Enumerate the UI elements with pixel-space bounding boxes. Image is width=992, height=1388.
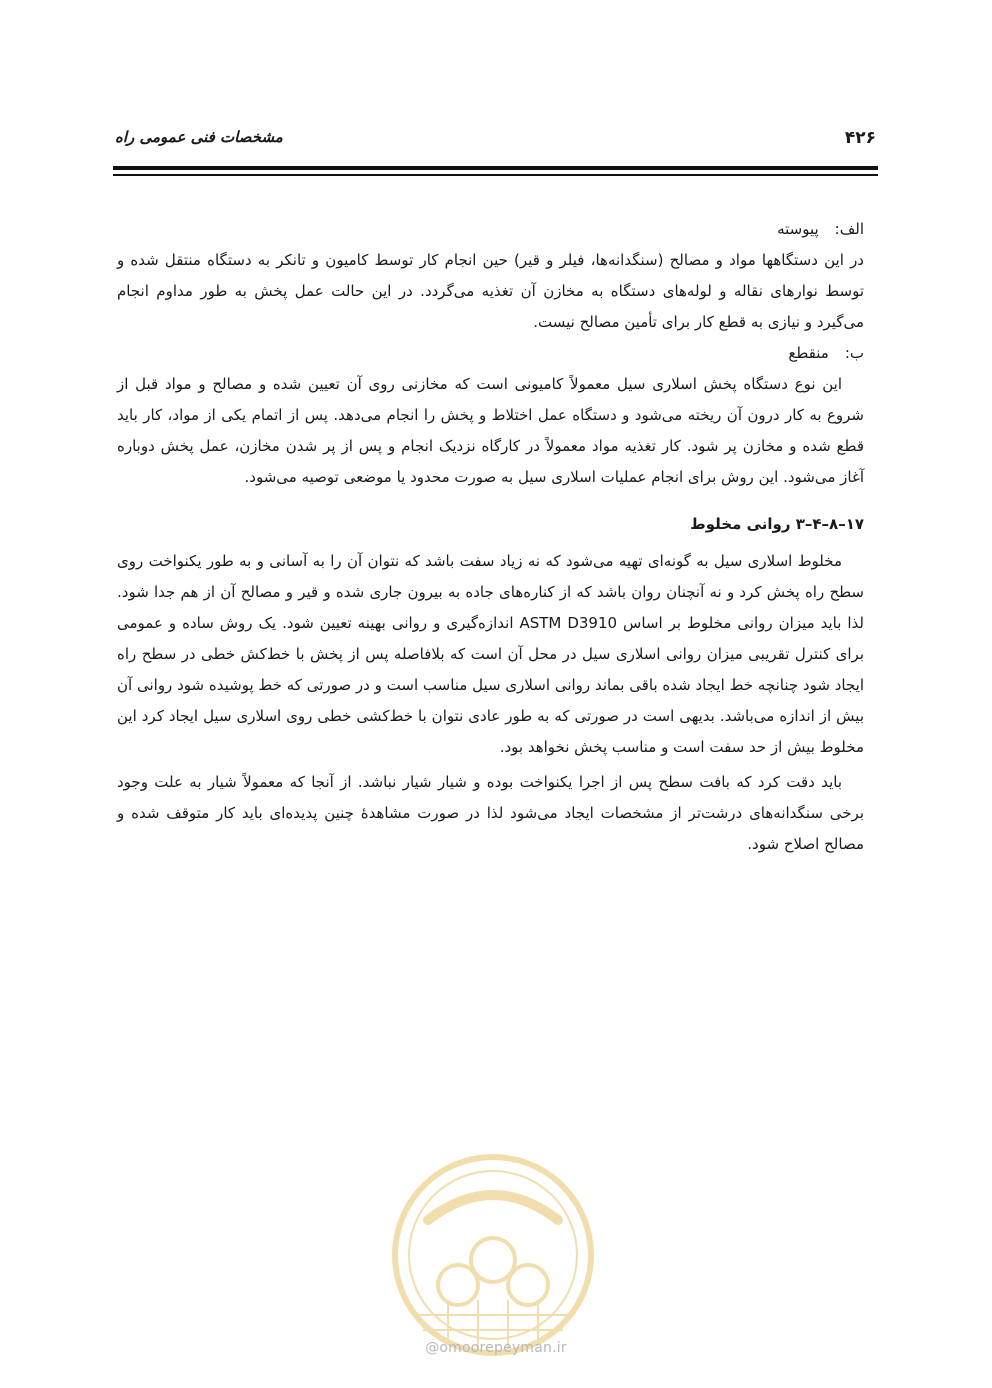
- section-a-body: در این دستگاهها مواد و مصالح (سنگدانه‌ها، فیلر و قیر) حین انجام کار توسط کامیون و تانکر به دستگاه منتقل شده و توسط نوارهای نقاله و لوله‌های دستگاه به مخازن آن تغذیه می‌گردد. در این حالت عمل پخش به طور مداوم انجام می‌گیرد و نیازی به قطع کار برای تأمین مصالح نیست.: [117, 251, 864, 331]
- paragraph-2: باید دقت کرد که بافت سطح پس از اجرا یکنواخت بوده و شیار شیار نباشد. از آنجا که معمولاً شیار به علت وجود برخی سنگدانه‌های درشت‌تر از مشخصات ایجاد می‌شود لذا در صورت مشاهدهٔ چنین پدیده‌ای باید کار متوقف شده و مصالح اصلاح شود.: [117, 773, 864, 853]
- section-b-body: این نوع دستگاه پخش اسلاری سیل معمولاً کامیونی است که مخازنی روی آن تعیین شده و مصالح و مواد قبل از شروع به کار درون آن ریخته می‌شود و دستگاه عمل اختلاط و پخش را انجام می‌دهد. پس از اتمام یکی از مواد، کار باید قطع شده و مخازن پر شود. کار تغذیه مواد معمولاً در کارگاه نزدیک انجام و پس از پر شدن مخازن، عمل پخش دوباره آغاز می‌شود. این روش برای انجام عملیات اسلاری سیل به صورت محدود یا موضعی توصیه می‌شود.: [117, 375, 864, 486]
- section-a-title: پیوسته: [777, 220, 819, 238]
- watermark-seal: [388, 1150, 598, 1360]
- section-a-label: الف:: [834, 220, 864, 238]
- section-b-heading: [117, 338, 864, 369]
- footer-credit: @omoorepeyman.ir: [425, 1340, 567, 1356]
- header-rule-thick: [113, 166, 878, 170]
- running-title: مشخصات فنی عمومی راه: [115, 128, 283, 146]
- section-heading: ۱۷–۸–۴–۳ روانی مخلوط: [690, 515, 864, 533]
- section-b-title: منقطع: [788, 344, 829, 362]
- section-a-heading: [117, 214, 864, 245]
- header-rule-thin: [113, 174, 878, 176]
- section-b-label: ب:: [844, 344, 864, 362]
- page-content: [117, 214, 864, 860]
- paragraph-1: مخلوط اسلاری سیل به گونه‌ای تهیه می‌شود که نه زیاد سفت باشد که نتوان آن را به آسانی و به طور یکنواخت روی سطح راه پخش کرد و نه آنچنان روان باشد که از کناره‌های جاده به بیرون جاری شده و قیر و مصالح آن از هم جدا شود. لذا باید میزان روانی مخلوط بر اساس ASTM D3910 اندازه‌گیری و روانی بهینه تعیین شود. یک روش ساده و عمومی برای کنترل تقریبی میزان روانی اسلاری سیل در محل آن است که بلافاصله پس از پخش با خط‌کش خطی در سطح راه ایجاد شود چنانچه خط ایجاد شده باقی بماند روانی اسلاری سیل مناسب است و در صورتی که خط پوشیده شود روانی آن بیش از اندازه می‌باشد. بدیهی است در صورتی که به طور عادی نتوان با خط‌کشی خطی روی اسلاری سیل ایجاد کرد این مخلوط بیش از حد سفت است و مناسب پخش نخواهد بود.: [117, 552, 864, 756]
- page-number: ۴۲۶: [844, 128, 876, 148]
- page-header: [115, 128, 876, 160]
